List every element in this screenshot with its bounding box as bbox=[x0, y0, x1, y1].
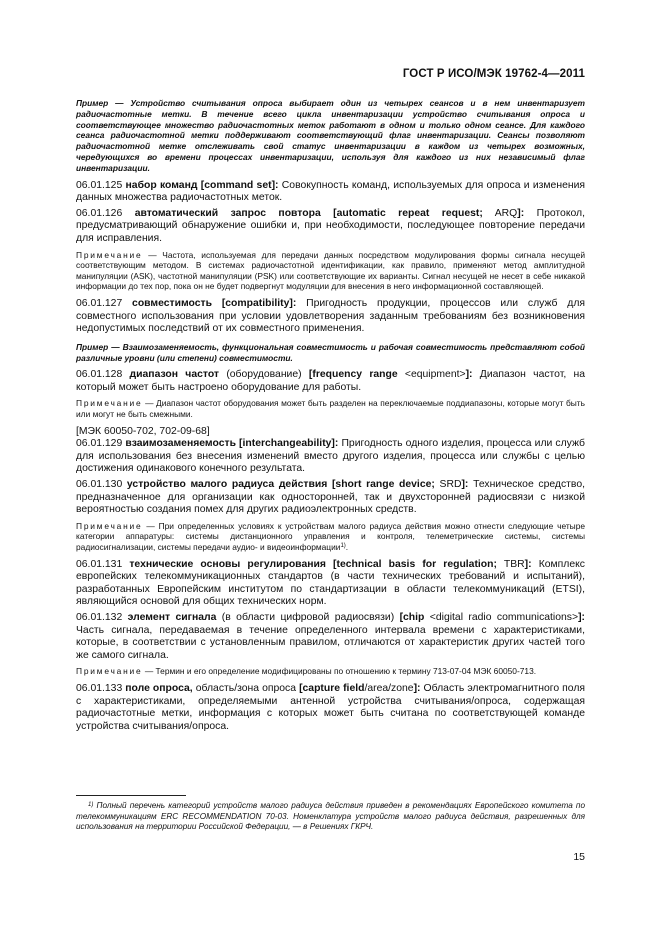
note-128 bbox=[76, 398, 585, 419]
term-code: 06.01.132 bbox=[76, 611, 123, 623]
note-126 bbox=[76, 250, 585, 292]
term-definition: Часть сигнала, передаваемая в течение определенного интервала времени с характеристиками, которые, в соответствии с установленным правилом, отличаются от характеристик других частей того же самого сигнала. bbox=[76, 624, 585, 661]
term-06-01-130 bbox=[76, 479, 585, 517]
term-code: 06.01.127 bbox=[76, 297, 123, 309]
note-label: Примечание bbox=[76, 398, 143, 409]
term-qualifier: (оборудование) bbox=[226, 369, 302, 381]
term-end: ]: bbox=[465, 369, 473, 381]
term-06-01-129 bbox=[76, 438, 585, 476]
term-name-en: [frequency range bbox=[308, 369, 398, 381]
term-definition: Совокупность команд, используемых для опроса и изменения данных множества радиочастотных меток. bbox=[76, 179, 586, 204]
term-06-01-126 bbox=[76, 208, 585, 246]
term-end: ]: bbox=[413, 682, 421, 694]
term-definition: Комплекс европейских телекоммуникационных стандартов (в части технических требований и испытаний), разработанных Европейским институтом по стандартизации в области телекоммуникаций (ETSI), являющийся основой для общих технических норм. bbox=[76, 558, 586, 608]
term-end: ]: bbox=[578, 611, 585, 623]
note-130 bbox=[76, 521, 585, 553]
term-name: набор команд [command set]: bbox=[125, 179, 279, 191]
note-text: — Термин и его определение модифицированы по отношению к термину 713-07-04 МЭК 60050-713. bbox=[144, 666, 537, 677]
footnote-text: Полный перечень категорий устройств малого радиуса действия приведен в рекомендациях Европейского комитета по телекоммуникациям ERC RECOMMENDATION 70-03. Номенклатура устройств малого радиуса действия, разрешенных для использования на территории Российской Федерации, — в Решениях ГКРЧ. bbox=[76, 801, 585, 832]
note-label: Примечание bbox=[76, 520, 143, 531]
term-synonym: область/зона опроса bbox=[195, 682, 297, 694]
standard-header: ГОСТ Р ИСО/МЭК 19762-4—2011 bbox=[402, 68, 585, 80]
term-definition: Область электромагнитного поля с характеристиками, определяемыми антенной устройства считывания/опроса, содержащая радиочастотные метки, информация с которых может быть считана по соответствующей команде устройства считывания/опроса. bbox=[76, 682, 586, 732]
term-end: ]: bbox=[524, 558, 532, 570]
footnote-ref: 1) bbox=[340, 543, 346, 550]
note-text: — При определенных условиях к устройствам малого радиуса действия можно отнести следующие четыре категории аппаратуры: системы дистанционного управления и контроля, телеметрические системы, системы радиосигнализации, системы передачи аудио- и видеоинформации bbox=[76, 520, 586, 553]
term-definition: Диапазон частот, на который может быть настроено оборудование для работы. bbox=[76, 369, 586, 393]
note-label: Примечание bbox=[76, 249, 143, 260]
term-name: взаимозаменяемость [interchangeability]: bbox=[125, 438, 339, 450]
page-number: 15 bbox=[573, 851, 585, 863]
term-name: автоматический запрос повтора [automatic repeat request; bbox=[134, 207, 483, 219]
term-end: ]: bbox=[517, 207, 525, 219]
term-code: 06.01.131 bbox=[76, 558, 123, 570]
term-code: 06.01.125 bbox=[76, 179, 123, 191]
example-compatibility: Пример — Взаимозаменяемость, функциональная совместимость и рабочая совместимость представляют собой различные уровни (или степени) совместимости. bbox=[76, 341, 585, 363]
term-definition: Пригодность одного изделия, процесса или служб для использования без внесения изменений вместо другого изделия, процесса или службы с целью достижения одинакового конечного результата. bbox=[76, 438, 586, 475]
term-abbr: ARQ bbox=[494, 207, 518, 219]
term-code: 06.01.129 bbox=[76, 438, 123, 450]
term-qualifier: (в области цифровой радиосвязи) bbox=[221, 611, 395, 623]
note-text: — Диапазон частот оборудования может быть разделен на переключаемые поддиапазоны, которые могут быть или могут не быть смежными. bbox=[76, 398, 586, 420]
term-06-01-128 bbox=[76, 369, 585, 394]
term-end: ]: bbox=[461, 479, 469, 491]
term-06-01-127 bbox=[76, 298, 585, 336]
term-abbr: TBR bbox=[503, 558, 525, 570]
term-06-01-131 bbox=[76, 559, 585, 609]
term-definition: Пригодность продукции, процессов или служб для совместного использования при условии удовлетворения заданным требованиям без возникновения недопустимых последствий от их совместного применения. bbox=[76, 297, 586, 335]
main-content bbox=[76, 98, 585, 736]
term-name: технические основы регулирования [technical basis for regulation; bbox=[129, 558, 497, 570]
reference-iec: [МЭК 60050-702, 702-09-68] bbox=[76, 425, 210, 437]
footnote bbox=[76, 801, 585, 833]
footnote-marker: 1) bbox=[88, 802, 94, 808]
term-definition: Протокол, предусматривающий обнаружение ошибки и, при необходимости, последующее повторение передачи для исправления. bbox=[76, 207, 585, 244]
term-name-en: [capture field bbox=[299, 682, 365, 694]
note-132 bbox=[76, 666, 585, 677]
footnote-divider bbox=[76, 795, 186, 796]
term-code: 06.01.130 bbox=[76, 479, 123, 491]
note-end: . bbox=[345, 542, 349, 553]
term-qualifier-en: <equipment> bbox=[404, 369, 466, 381]
term-06-01-125 bbox=[76, 180, 585, 205]
term-code: 06.01.128 bbox=[76, 369, 123, 381]
term-name: элемент сигнала bbox=[127, 611, 217, 623]
term-abbr: SRD bbox=[439, 479, 462, 491]
note-label: Примечание bbox=[76, 666, 143, 677]
term-name: диапазон частот bbox=[129, 369, 220, 381]
term-06-01-132 bbox=[76, 612, 585, 662]
term-name-en: [chip bbox=[399, 611, 425, 623]
term-name: устройство малого радиуса действия [short range device; bbox=[126, 479, 435, 491]
term-qualifier-en: <digital radio communications> bbox=[429, 611, 579, 623]
term-synonym-en: /area/zone bbox=[364, 682, 414, 694]
term-name: совместимость [compatibility]: bbox=[132, 297, 297, 309]
term-code: 06.01.126 bbox=[76, 207, 123, 219]
note-text: — Частота, используемая для передачи данных посредством модулирования формы сигнала несущей соответствующим методом. В системах радиочастотной идентификации, как правило, применяют метод амплитудной манипуляции (ASK), частотной манипуляции (PSK) или соответствующие их варианты. Сигнал несущей не несет в себе никакой информации до тех пор, пока он не будет подвергнут модуляции для внесения в него информационной составляющей. bbox=[76, 249, 586, 292]
term-06-01-133 bbox=[76, 683, 585, 733]
term-code: 06.01.133 bbox=[76, 682, 123, 694]
term-name: поле опроса, bbox=[125, 682, 193, 694]
example-sessions: Пример — Устройство считывания опроса выбирает один из четырех сеансов и в нем инвентаризует радиочастотные метки. В течение всего цикла инвентаризации устройство считывания опроса и соответствующее множество радиочастотных меток работают в одном и только одном сеансе. Для каждого сеанса радиочастотной метки поддерживают соответствующий флаг инвентаризации. Сеансы позволяют радиочастотной метке отслеживать свой статус инвентаризации в каждом из четырех возможных, чередующихся во времени процессах инвентаризации, используя для каждого из них независимый флаг инвентаризации. bbox=[76, 98, 585, 173]
term-definition: Техническое средство, предназначенное для организации как односторонней, так и двухсторонней радиосвязи с низкой вероятностью создания помех для других радиоэлектронных средств. bbox=[76, 479, 585, 516]
